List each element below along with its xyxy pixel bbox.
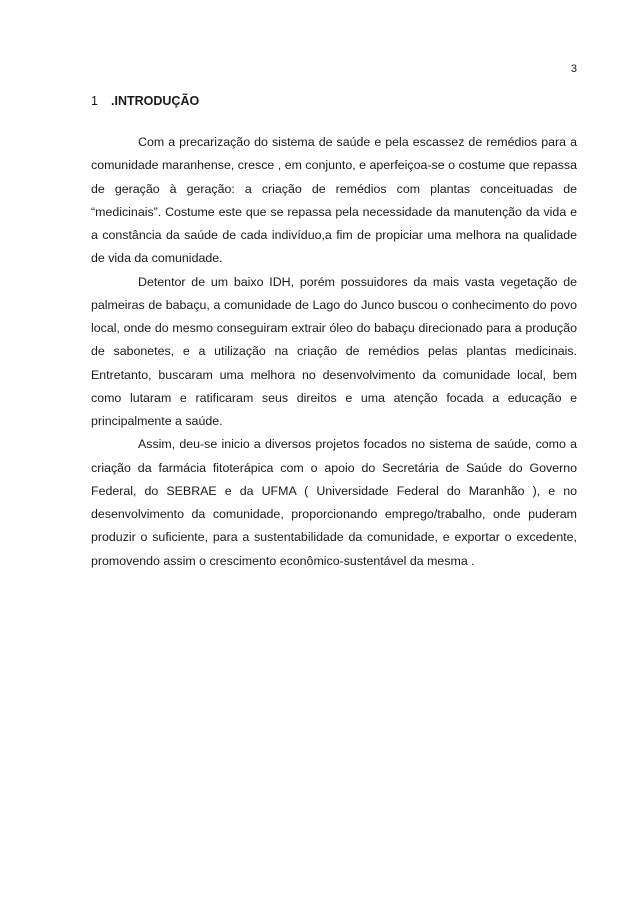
paragraph-1: Com a precarização do sistema de saúde e pela escassez de remédios para a comunidade maranhense, cresce , em conjunto, e aperfeiçoa-se o costume que repassa de geração à geração: a criação de remédios com plantas conceituadas de “medicinais”. Costume este que se repassa pela necessidade da manutenção da vida e a constância da saúde de cada indivíduo,a fim de propiciar uma melhora na qualidade de vida da comunidade. [91, 135, 577, 266]
section-heading [91, 93, 199, 109]
body-text [91, 131, 577, 573]
paragraph-2: Detentor de um baixo IDH, porém possuidores da mais vasta vegetação de palmeiras de babaçu, a comunidade de Lago do Junco buscou o conhecimento do povo local, onde do mesmo conseguiram extrair óleo do babaçu direcionado para a produção de sabonetes, e a utilização na criação de remédios pelas plantas medicinais. Entretanto, buscaram uma melhora no desenvolvimento da comunidade local, bem como lutaram e ratificaram seus direitos e uma atenção focada a educação e principalmente a saúde. [91, 274, 577, 428]
section-number: 1 [91, 94, 98, 108]
paragraph-3: Assim, deu-se inicio a diversos projetos focados no sistema de saúde, como a criação da farmácia fitoterápica com o apoio do Secretária de Saúde do Governo Federal, do SEBRAE e da UFMA ( Universidade Federal do Maranhão ), e no desenvolvimento da comunidade, proporcionando emprego/trabalho, onde puderam produzir o suficiente, para a sustentabilidade da comunidade, e exportar o excedente, promovendo assim o crescimento econômico-sustentável da mesma . [91, 437, 577, 568]
page-number: 3 [570, 63, 577, 75]
section-title: .INTRODUÇÃO [111, 94, 200, 108]
